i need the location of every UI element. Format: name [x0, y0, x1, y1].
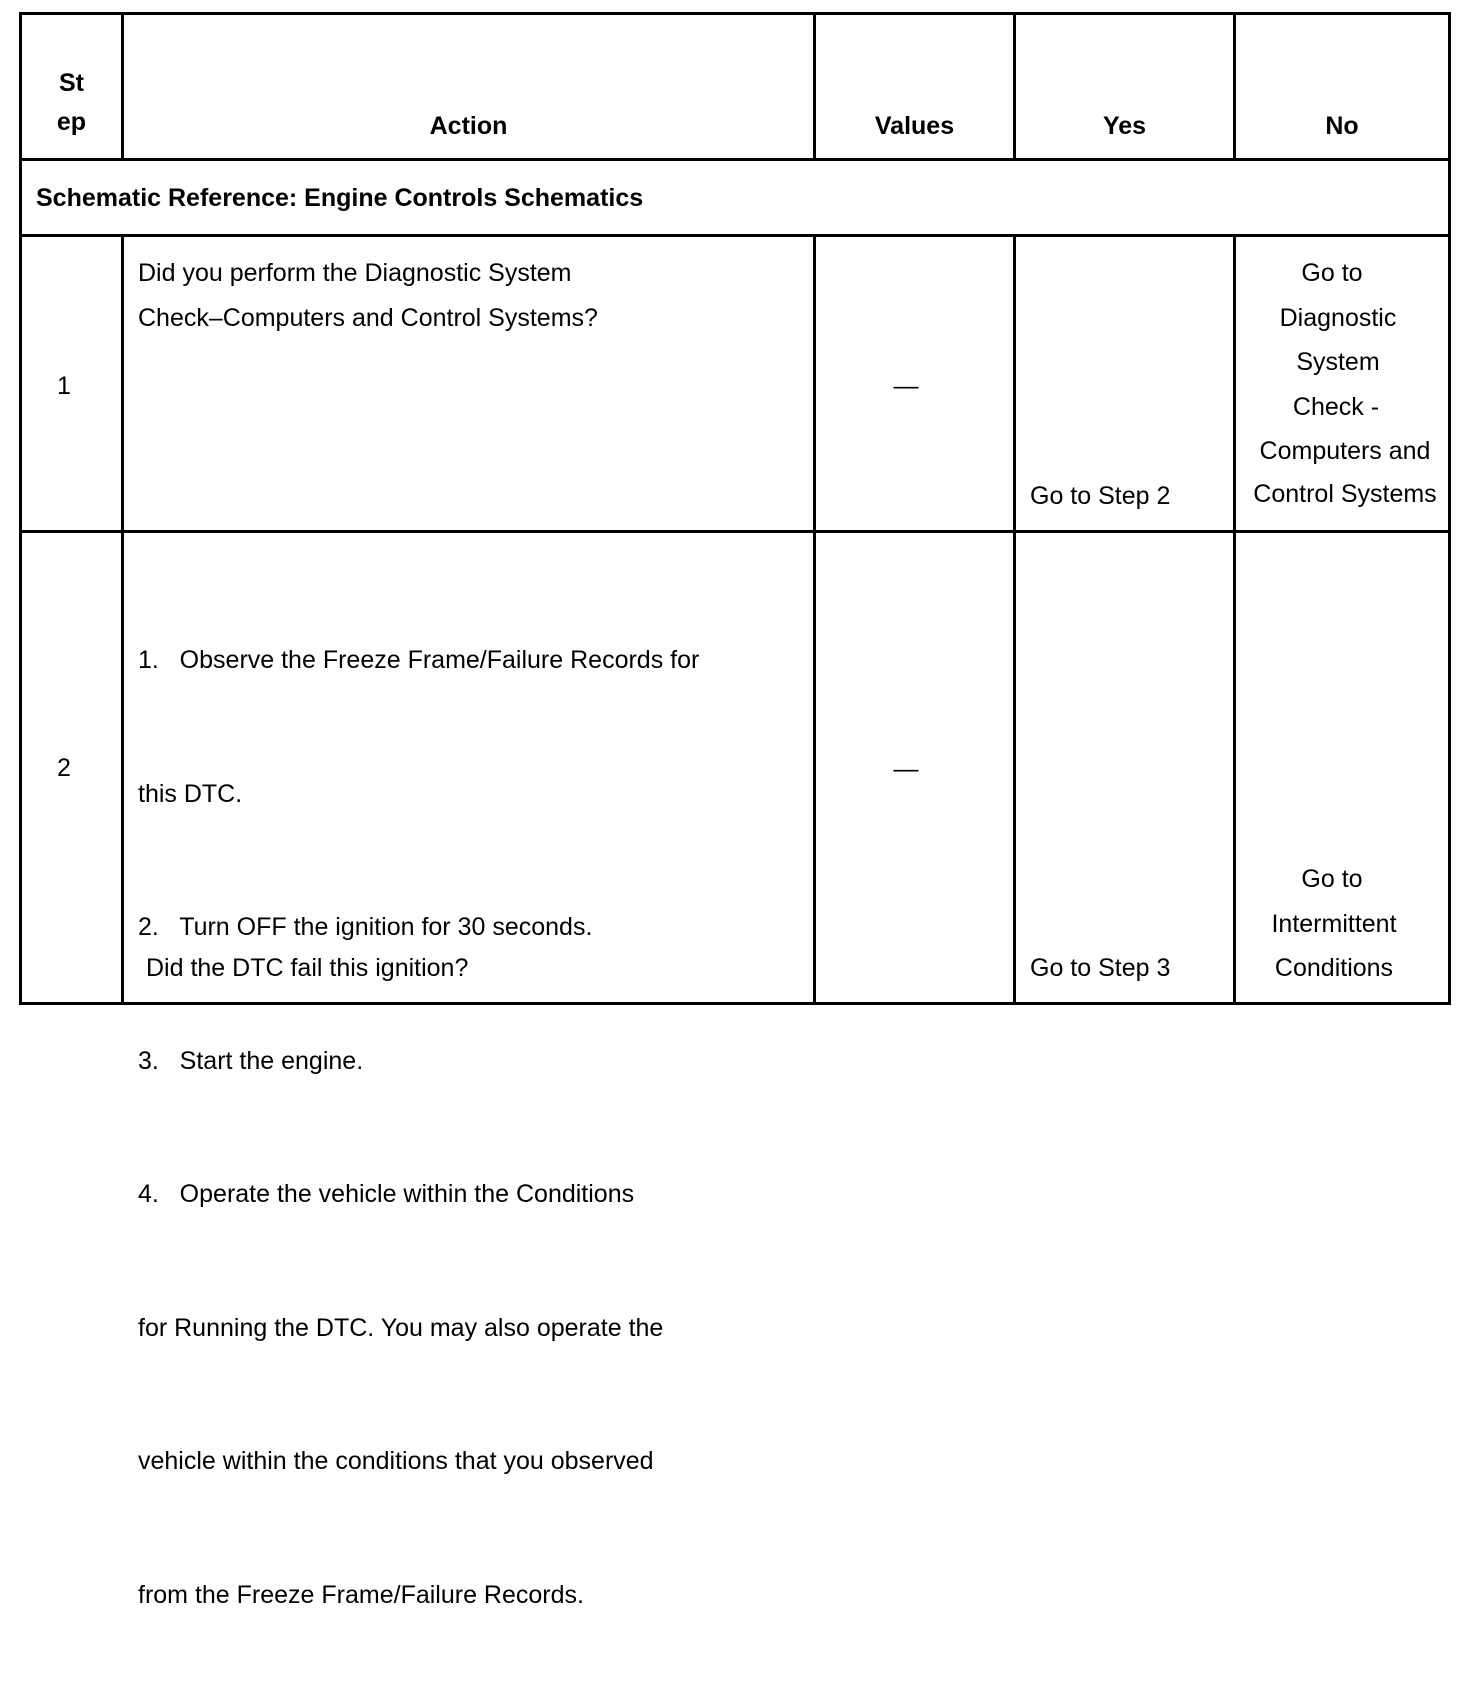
- col-divider: [1013, 234, 1016, 1005]
- header-no: No: [1325, 112, 1359, 140]
- value-cell: —: [893, 755, 919, 783]
- diagnostic-table: [19, 12, 1451, 1609]
- action-text: Did you perform the Diagnostic System Check–Computers and Control Systems?: [138, 259, 598, 332]
- header-divider: [19, 158, 1451, 161]
- action-question: Did the DTC fail this ignition?: [146, 954, 469, 982]
- schematic-reference: Schematic Reference: Engine Controls Schematics: [36, 184, 644, 212]
- table-border-top: [19, 12, 1451, 15]
- step-number: 1: [57, 372, 71, 400]
- table-border-right: [1448, 12, 1451, 1005]
- col-divider: [121, 234, 124, 1005]
- row-divider: [19, 530, 1451, 533]
- header-action: Action: [429, 112, 508, 140]
- no-link[interactable]: Go to Intermittent Conditions: [1271, 865, 1397, 982]
- no-link[interactable]: Go to Diagnostic System Check - Computers and Control Systems: [1253, 259, 1437, 508]
- header-step: St ep: [56, 69, 87, 136]
- value-cell: —: [893, 372, 919, 400]
- step-number: 2: [57, 754, 71, 782]
- col-divider: [813, 234, 816, 1005]
- header-yes: Yes: [1102, 112, 1147, 140]
- reference-divider: [19, 234, 1451, 237]
- action-text: 1. Observe the Freeze Frame/Failure Records for this DTC. 2. Turn OFF the ignition for 30 seconds. 3. Start the engine. 4. Operate the vehicle within the Conditions for Running the DTC. You may also operate the vehicle within the conditions that you observed from the Freeze Frame/Failure Records.: [138, 646, 700, 1609]
- table-border-left: [19, 12, 22, 1005]
- yes-link[interactable]: Go to Step 2: [1030, 482, 1171, 510]
- yes-link[interactable]: Go to Step 3: [1030, 954, 1171, 982]
- header-values: Values: [874, 112, 955, 140]
